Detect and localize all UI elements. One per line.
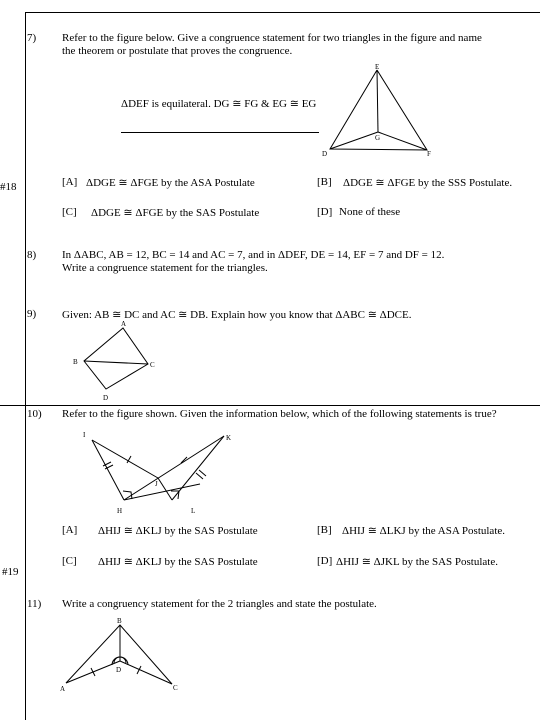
q11-figure-triangles — [55, 612, 190, 697]
q7-label-g: G — [375, 134, 381, 142]
q7-label-e: E — [375, 63, 380, 71]
q10-label-k: K — [226, 434, 232, 442]
q7-choice-a[interactable]: ΔDGE ≅ ΔFGE by the ASA Postulate — [86, 177, 255, 189]
top-rule — [25, 12, 540, 13]
q7-choice-c[interactable]: ΔDGE ≅ ΔFGE by the SAS Postulate — [91, 207, 260, 219]
q7-label-d: D — [322, 150, 328, 158]
q9-label-d: D — [103, 394, 109, 402]
q10-label-l: L — [191, 507, 196, 515]
q9-label-b: B — [73, 358, 78, 366]
q7-choice-b-letter[interactable]: [B] — [317, 176, 332, 188]
q10-choice-d-letter[interactable]: [D] — [317, 555, 333, 567]
q8-number: 8) — [27, 249, 37, 261]
q10-choice-d[interactable]: ΔHIJ ≅ ΔJKL by the SAS Postulate. — [336, 556, 498, 568]
q7-number: 7) — [27, 32, 37, 44]
q11-number: 11) — [27, 598, 42, 610]
q11-label-d: D — [116, 666, 122, 674]
q9-label-a: A — [121, 320, 127, 328]
left-column-rule — [25, 12, 26, 720]
q7-choice-c-letter[interactable]: [C] — [62, 206, 77, 218]
q10-choice-b[interactable]: ΔHIJ ≅ ΔLKJ by the ASA Postulate. — [342, 525, 506, 537]
q10-choice-a-letter[interactable]: [A] — [62, 524, 78, 536]
q10-text: Refer to the figure shown. Given the information below, which of the following statements is true? — [62, 408, 497, 420]
q10-choice-c[interactable]: ΔHIJ ≅ ΔKLJ by the SAS Postulate — [98, 556, 258, 568]
q7-answer-blank — [121, 132, 319, 133]
q10-label-j: J — [155, 480, 158, 488]
q10-choice-b-letter[interactable]: [B] — [317, 524, 332, 536]
q7-choice-d[interactable]: None of these — [339, 206, 401, 218]
q7-text-line1: Refer to the figure below. Give a congruence statement for two triangles in the figure and name — [62, 32, 482, 44]
q11-text: Write a congruency statement for the 2 triangles and state the postulate. — [62, 598, 377, 610]
q10-figure-bowtie — [78, 425, 238, 517]
q11-label-b: B — [117, 617, 122, 625]
row-label-19: #19 — [2, 566, 19, 578]
q9-text: Given: AB ≅ DC and AC ≅ DB. Explain how you know that ΔABC ≅ ΔDCE. — [62, 309, 412, 321]
q7-choice-d-letter[interactable]: [D] — [317, 206, 333, 218]
q9-label-c: C — [150, 361, 155, 369]
row-label-18: #18 — [0, 181, 17, 193]
q7-choice-a-letter[interactable]: [A] — [62, 176, 78, 188]
q7-figure-triangle-def — [318, 60, 438, 160]
q10-choice-c-letter[interactable]: [C] — [62, 555, 77, 567]
q7-text-line2: the theorem or postulate that proves the congruence. — [62, 45, 293, 57]
q11-label-a: A — [60, 685, 66, 693]
q8-text-line2: Write a congruence statement for the triangles. — [62, 262, 268, 274]
row-divider — [0, 405, 540, 406]
q7-given: ΔDEF is equilateral. DG ≅ FG & EG ≅ EG — [121, 98, 317, 110]
q11-label-c: C — [173, 684, 178, 692]
q9-figure-quadrilateral — [68, 318, 163, 403]
q7-label-f: F — [427, 150, 431, 158]
q10-label-i: I — [83, 431, 86, 439]
q7-choice-b[interactable]: ΔDGE ≅ ΔFGE by the SSS Postulate. — [343, 177, 513, 189]
q10-label-h: H — [117, 507, 123, 515]
q8-text-line1: In ΔABC, AB = 12, BC = 14 and AC = 7, and in ΔDEF, DE = 14, EF = 7 and DF = 12. — [62, 249, 445, 261]
q10-choice-a[interactable]: ΔHIJ ≅ ΔKLJ by the SAS Postulate — [98, 525, 258, 537]
q9-number: 9) — [27, 308, 37, 320]
q10-number: 10) — [27, 408, 42, 420]
